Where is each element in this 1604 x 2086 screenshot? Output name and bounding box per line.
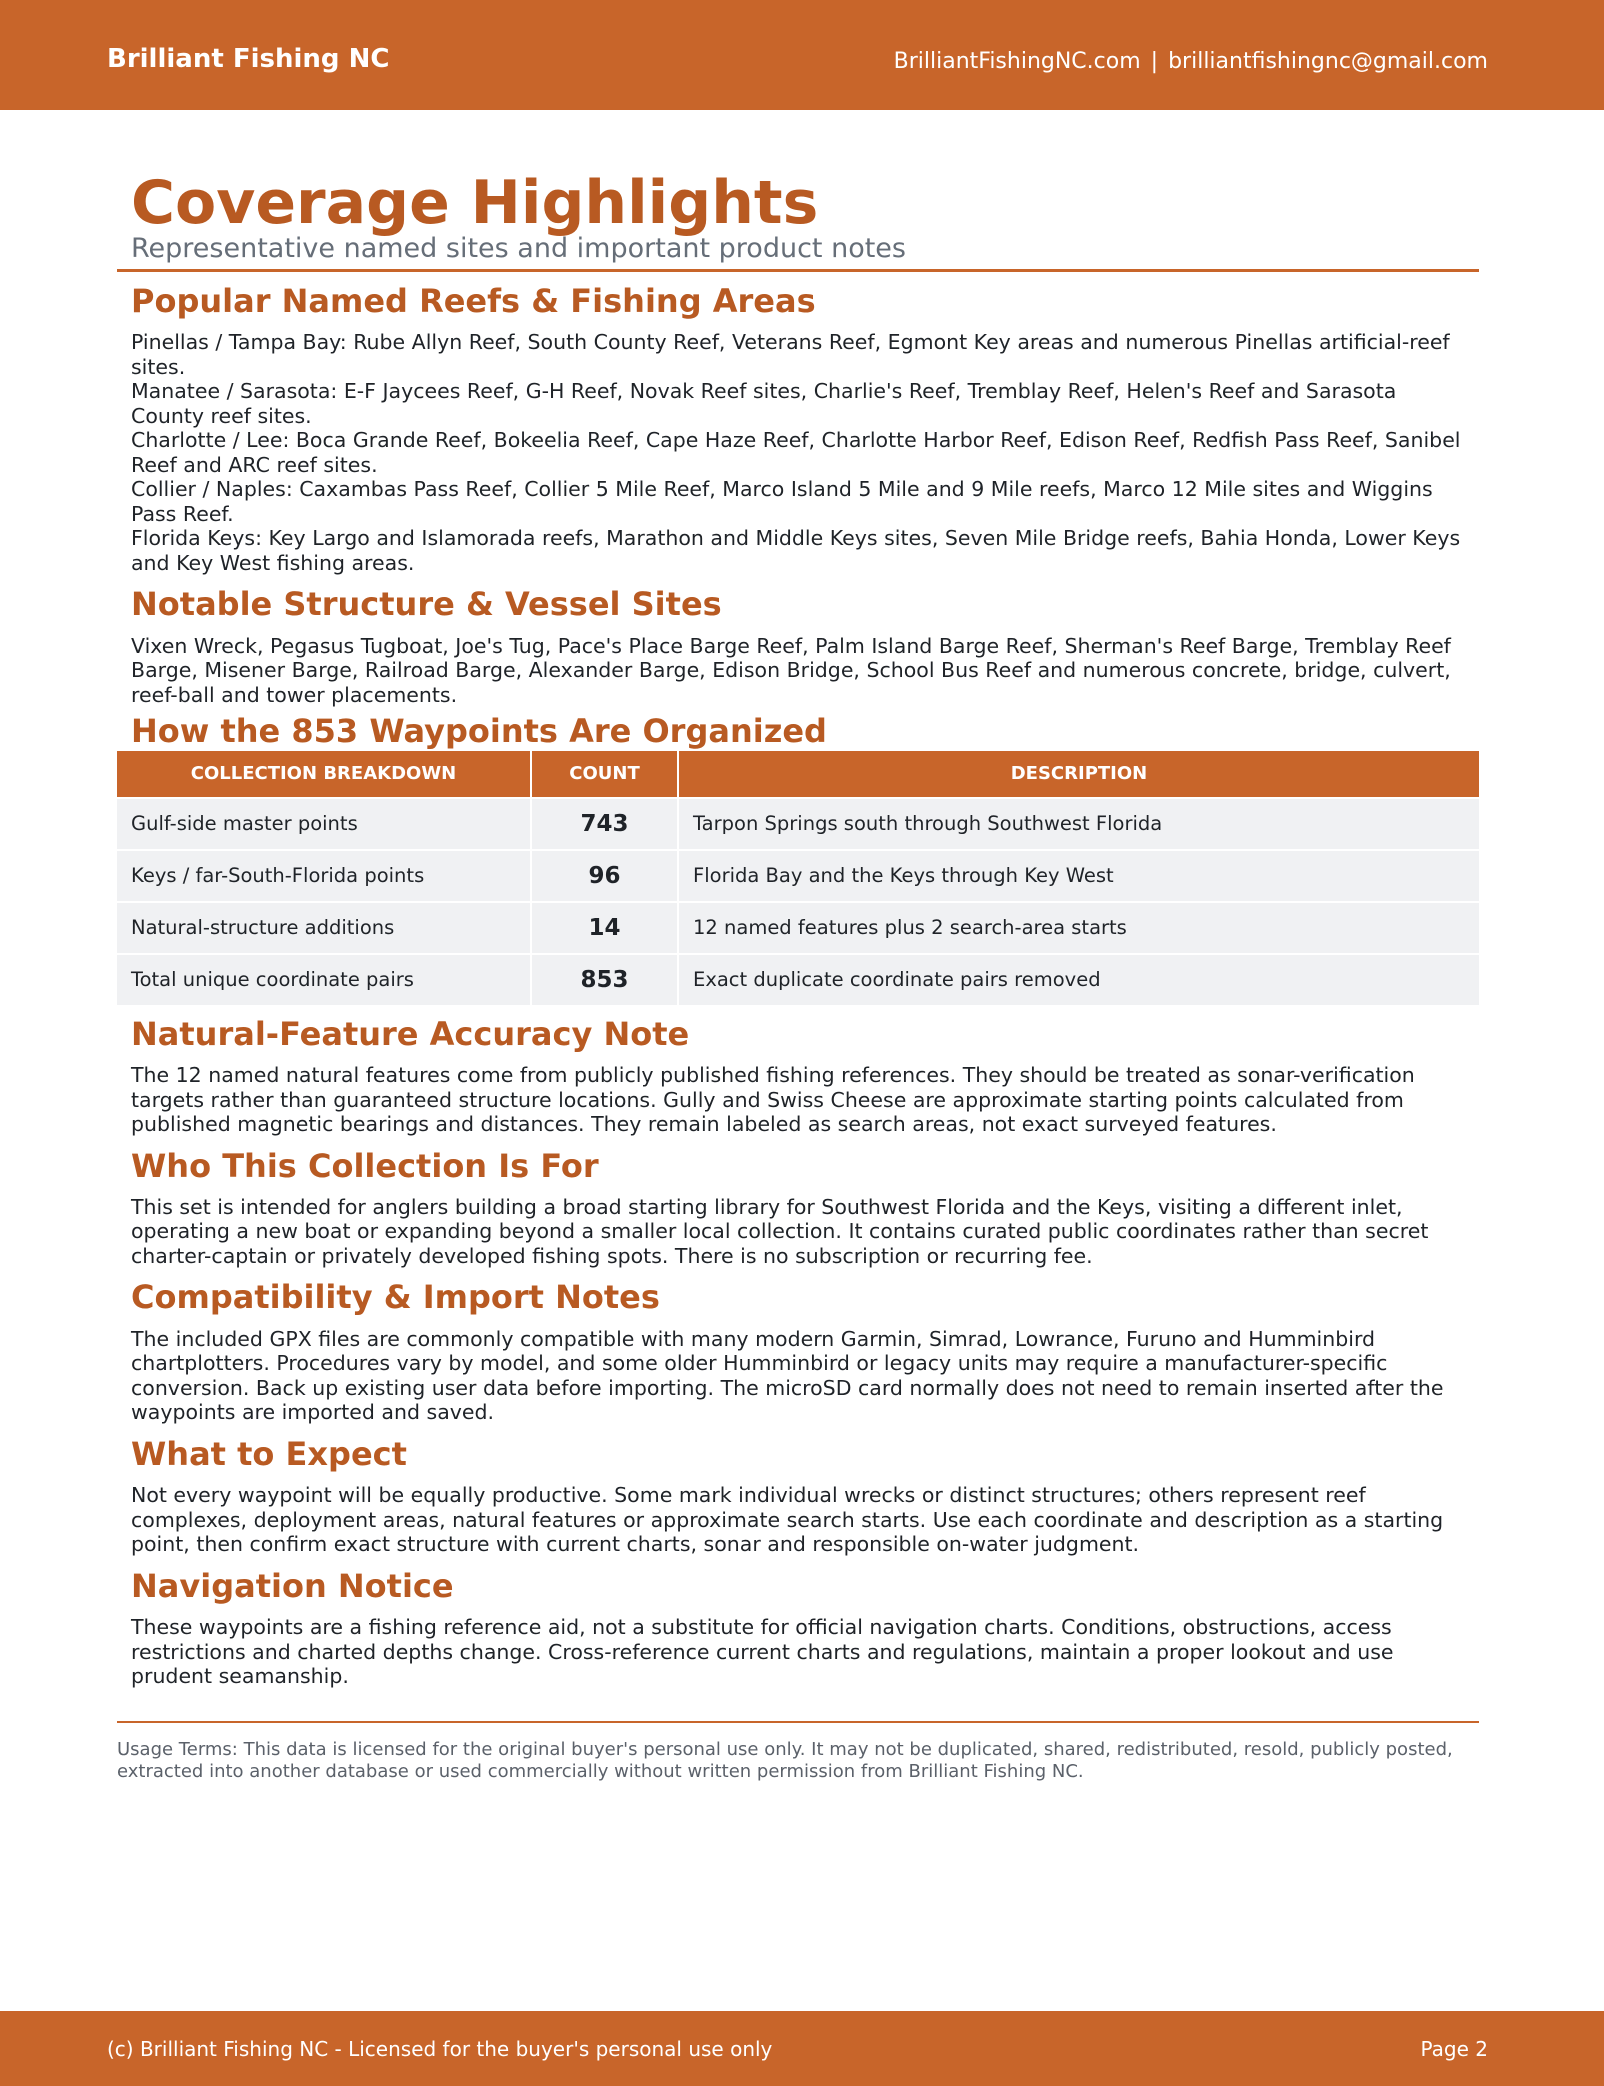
- breakdown-cell: Total unique coordinate pairs: [117, 954, 531, 1005]
- count-cell: 743: [531, 798, 678, 850]
- reef-region-line: Collier / Naples: Caxambas Pass Reef, Collier 5 Mile Reef, Marco Island 5 Mile and 9 Mile reefs, Marco 12 Mile sites and Wiggins Pass Reef.: [131, 477, 1433, 526]
- structure-text: Vixen Wreck, Pegasus Tugboat, Joe's Tug, Pace's Place Barge Reef, Palm Island Barge Reef, Sherman's Reef Barge, Tremblay Reef Barge, Misener Barge, Railroad Barge, Alexander Barge, Edison Bridge, School Bus Reef and numerous concrete, bridge, culvert, reef-ball and tower placements.: [131, 633, 1451, 707]
- table-row: [117, 850, 1479, 902]
- table-row: [117, 902, 1479, 954]
- page-number: Page 2: [1420, 2037, 1488, 2061]
- main-content: [131, 168, 1467, 1689]
- section-title-organized: How the 853 Waypoints Are Organized: [131, 712, 827, 751]
- table-row: [117, 954, 1479, 1005]
- header-bar: [0, 0, 1604, 110]
- reefs-list: [131, 330, 1467, 575]
- breakdown-cell: Natural-structure additions: [117, 902, 531, 954]
- contact-info: [894, 49, 1488, 75]
- column-header-breakdown: COLLECTION BREAKDOWN: [117, 751, 531, 798]
- expect-text: Not every waypoint will be equally productive. Some mark individual wrecks or distinct structures; others represent reef complexes, deployment areas, natural features or approximate search starts. Use each coordinate and description as a starting point, then confirm exact structure with current charts, sonar and responsible on-water judgment.: [131, 1483, 1444, 1557]
- email-link[interactable]: brilliantfishingnc@gmail.com: [1168, 49, 1488, 74]
- column-header-description: DESCRIPTION: [678, 751, 1479, 798]
- brand-name: Brilliant Fishing NC: [107, 44, 390, 74]
- count-cell: 96: [531, 850, 678, 902]
- count-cell: 853: [531, 954, 678, 1005]
- title-divider: [117, 269, 1479, 272]
- reef-region-line: Florida Keys: Key Largo and Islamorada reefs, Marathon and Middle Keys sites, Seven Mile Bridge reefs, Bahia Honda, Lower Keys and Key West fishing areas.: [131, 526, 1461, 575]
- usage-terms: Usage Terms: This data is licensed for the original buyer's personal use only. It may not be duplicated, shared, redistributed, resold, publicly posted, extracted into another database or used commercially without written permission from Brilliant Fishing NC.: [117, 1739, 1453, 1782]
- description-cell: 12 named features plus 2 search-area starts: [678, 902, 1479, 954]
- footer-divider: [117, 1721, 1479, 1723]
- section-title-navigation: Navigation Notice: [131, 1566, 454, 1605]
- count-cell: 14: [531, 902, 678, 954]
- section-title-structure: Notable Structure & Vessel Sites: [131, 585, 722, 624]
- section-title-compatibility: Compatibility & Import Notes: [131, 1278, 660, 1317]
- accuracy-text: The 12 named natural features come from publicly published fishing references. They should be treated as sonar-verification targets rather than guaranteed structure locations. Gully and Swiss Cheese are approximate starting points calculated from published magnetic bearings and distances. They remain labeled as search areas, not exact surveyed features.: [131, 1063, 1415, 1137]
- waypoint-breakdown-table: [117, 751, 1479, 1005]
- footer-bar: [0, 2011, 1604, 2086]
- breakdown-cell: Gulf-side master points: [117, 798, 531, 850]
- page-subtitle: Representative named sites and important product notes: [131, 232, 906, 264]
- footer-license-text: (c) Brilliant Fishing NC - Licensed for the buyer's personal use only: [107, 2037, 773, 2061]
- audience-text: This set is intended for anglers building a broad starting library for Southwest Florida and the Keys, visiting a different inlet, operating a new boat or expanding beyond a smaller local collection. It contains curated public coordinates rather than secret charter-captain or privately developed fishing spots. There is no subscription or recurring fee.: [131, 1194, 1429, 1268]
- reef-region-line: Charlotte / Lee: Boca Grande Reef, Bokeelia Reef, Cape Haze Reef, Charlotte Harbor Reef, Edison Reef, Redfish Pass Reef, Sanibel Reef and ARC reef sites.: [131, 428, 1461, 477]
- website-link[interactable]: BrilliantFishingNC.com: [893, 49, 1141, 74]
- section-title-expect: What to Expect: [131, 1434, 407, 1473]
- table-row: [117, 798, 1479, 850]
- column-header-count: COUNT: [531, 751, 678, 798]
- table-header-row: [117, 751, 1479, 798]
- description-cell: Exact duplicate coordinate pairs removed: [678, 954, 1479, 1005]
- compatibility-text: The included GPX files are commonly compatible with many modern Garmin, Simrad, Lowrance, Furuno and Humminbird chartplotters. Procedures vary by model, and some older Humminbird or legacy units may require a manufacturer-specific conversion. Back up existing user data before importing. The microSD card normally does not need to remain inserted after the waypoints are imported and saved.: [131, 1326, 1444, 1425]
- reef-region-line: Pinellas / Tampa Bay: Rube Allyn Reef, South County Reef, Veterans Reef, Egmont Key areas and numerous Pinellas artificial-reef sites.: [131, 330, 1450, 379]
- section-title-accuracy: Natural-Feature Accuracy Note: [131, 1014, 690, 1053]
- section-title-audience: Who This Collection Is For: [131, 1146, 599, 1185]
- navigation-text: These waypoints are a fishing reference aid, not a substitute for official navigation charts. Conditions, obstructions, access restrictions and charted depths change. Cross-reference current charts and regulations, maintain a proper lookout and use prudent seamanship.: [131, 1615, 1394, 1689]
- description-cell: Florida Bay and the Keys through Key West: [678, 850, 1479, 902]
- page-title: Coverage Highlights: [131, 168, 819, 238]
- breakdown-cell: Keys / far-South-Florida points: [117, 850, 531, 902]
- contact-separator: |: [1150, 49, 1159, 74]
- reef-region-line: Manatee / Sarasota: E-F Jaycees Reef, G-H Reef, Novak Reef sites, Charlie's Reef, Tremblay Reef, Helen's Reef and Sarasota County reef sites.: [131, 379, 1397, 428]
- section-title-reefs: Popular Named Reefs & Fishing Areas: [131, 281, 816, 320]
- description-cell: Tarpon Springs south through Southwest Florida: [678, 798, 1479, 850]
